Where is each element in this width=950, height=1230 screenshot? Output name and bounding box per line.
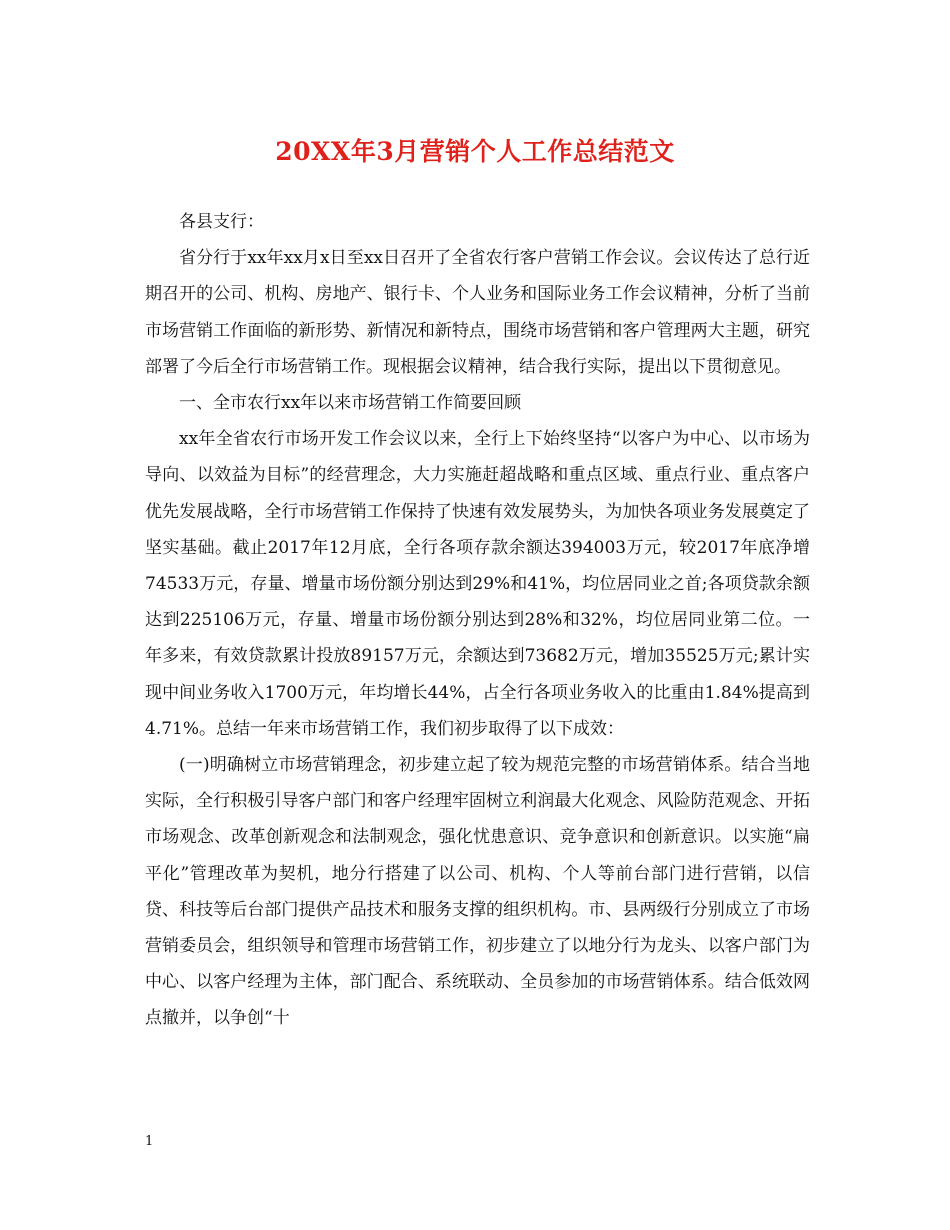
document-body <box>145 204 810 1037</box>
paragraph-intro: 省分行于xx年xx月x日至xx日召开了全省农行客户营销工作会议。会议传达了总行近期召开的公司、机构、房地产、银行卡、个人业务和国际业务工作会议精神，分析了当前市场营销工作面临的新形势、新情况和新特点，围绕市场营销和客户管理两大主题，研究部署了今后全行市场营销工作。现根据会议精神，结合我行实际，提出以下贯彻意见。 <box>145 248 810 377</box>
document-title: 20XX年3月营销个人工作总结范文 <box>275 137 675 166</box>
page-number: 1 <box>145 1134 154 1149</box>
section-heading-1: 一、全市农行xx年以来市场营销工作简要回顾 <box>179 393 522 414</box>
paragraph-achievement-1: (一)明确树立市场营销理念，初步建立起了较为规范完整的市场营销体系。结合当地实际，全行积极引导客户部门和客户经理牢固树立利润最大化观念、风险防范观念、开拓市场观念、改革创新观念和法制观念，强化忧患意识、竞争意识和创新意识。以实施“扁平化”管理改革为契机，地分行搭建了以公司、机构、个人等前台部门进行营销，以信贷、科技等后台部门提供产品技术和服务支撑的组织机构。市、县两级行分别成立了市场营销委员会，组织领导和管理市场营销工作，初步建立了以地分行为龙头、以客户部门为中心、以客户经理为主体，部门配合、系统联动、全员参加的市场营销体系。结合低效网点撤并，以争创“十 <box>145 755 810 1029</box>
salutation: 各县支行： <box>179 212 264 232</box>
paragraph-review: xx年全省农行市场开发工作会议以来，全行上下始终坚持“以客户为中心、以市场为导向、以效益为目标”的经营理念，大力实施赶超战略和重点区域、重点行业、重点客户优先发展战略，全行市场营销工作保持了快速有效发展势头，为加快各项业务发展奠定了坚实基础。截止2017年12月底，全行各项存款余额达394003万元，较2017年底净增74533万元，存量、增量市场份额分别达到29%和41%，均位居同业之首;各项贷款余额达到225106万元，存量、增量市场份额分别达到28%和32%，均位居同业第二位。一年多来，有效贷款累计投放89157万元，余额达到73682万元，增加35525万元;累计实现中间业务收入1700万元，年均增长44%，占全行各项业务收入的比重由1.84%提高到4.71%。总结一年来市场营销工作，我们初步取得了以下成效： <box>145 429 810 739</box>
